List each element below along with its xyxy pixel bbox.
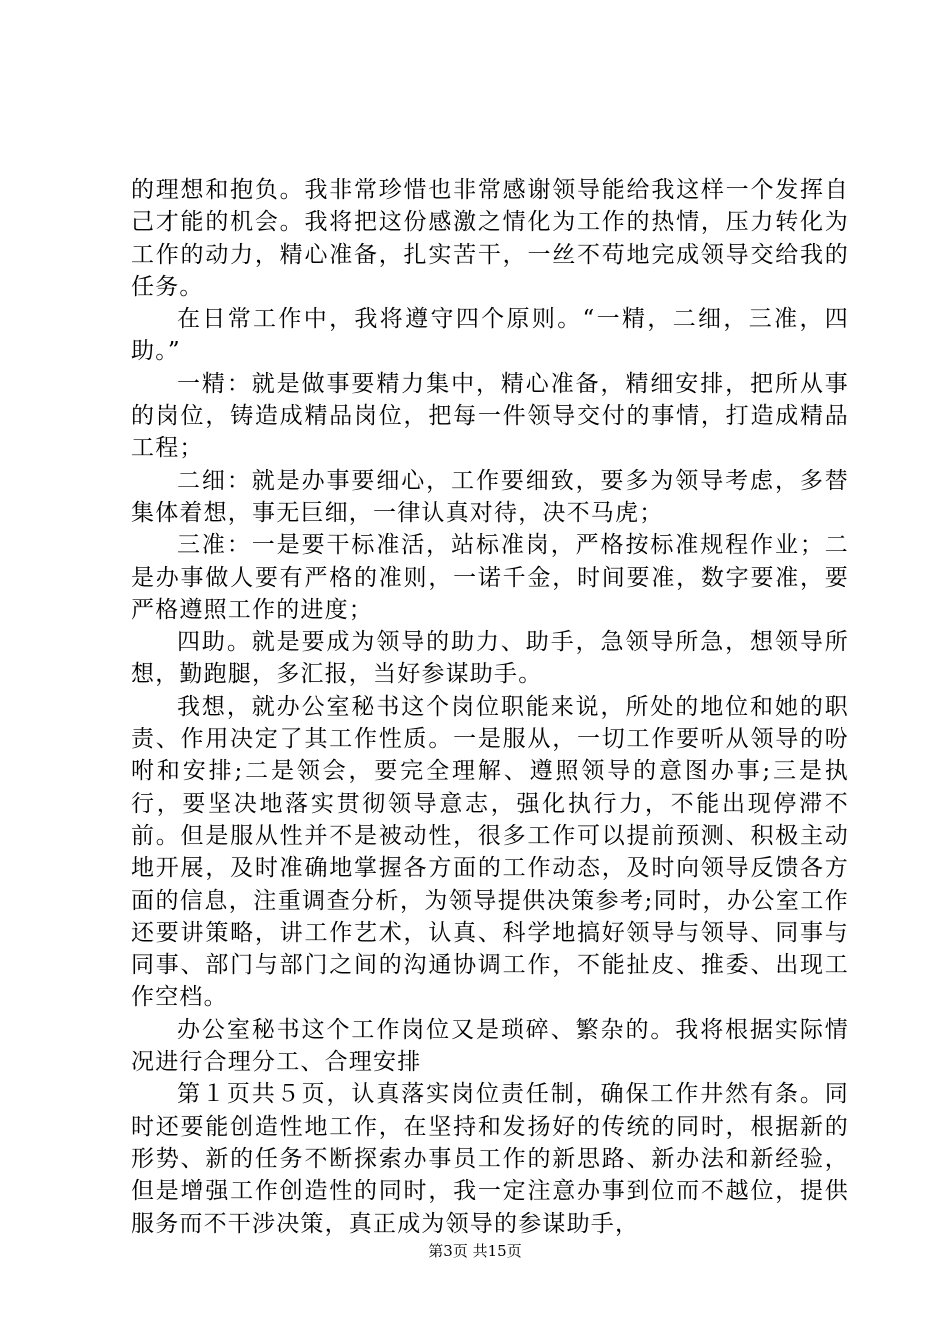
paragraph-continuation: 的理想和抱负。我非常珍惜也非常感谢领导能给我这样一个发挥自己才能的机会。我将把这份感激之情化为工作的热情，压力转化为工作的动力，精心准备，扎实苦干，一丝不苟地完成领导交给我的任务。 xyxy=(131,177,849,300)
paragraph-principle-jing: 一精：就是做事要精力集中，精心准备，精细安排，把所从事的岗位，铸造成精品岗位，把每一件领导交付的事情，打造成精品工程； xyxy=(131,370,849,462)
paragraph-work-arrangement: 办公室秘书这个工作岗位又是琐碎、繁杂的。我将根据实际情况进行合理分工、合理安排 xyxy=(131,1016,849,1076)
paragraph-principle-xi: 二细：就是办事要细心，工作要细致，要多为领导考虑，多替集体着想，事无巨细，一律认真对待，决不马虎； xyxy=(131,467,849,526)
document-body xyxy=(131,174,849,1240)
paragraph-principle-zhu: 四助。就是要成为领导的助力、助手，急领导所急，想领导所想，勤跑腿，多汇报，当好参谋助手。 xyxy=(131,629,849,688)
paragraph-principle-zhun: 三准：一是要干标准活，站标准岗，严格按标准规程作业；二是办事做人要有严格的准则，一诺千金，时间要准，数字要准，要严格遵照工作的进度； xyxy=(131,532,849,623)
paragraph-secretary-role: 我想，就办公室秘书这个岗位职能来说，所处的地位和她的职责、作用决定了其工作性质。一是服从，一切工作要听从领导的吩咐和安排;二是领会，要完全理解、遵照领导的意图办事;三是执行，要坚决地落实贯彻领导意志，强化执行力，不能出现停滞不前。但是服从性并不是被动性，很多工作可以提前预测、积极主动地开展，及时准确地掌握各方面的工作动态，及时向领导反馈各方面的信息，注重调查分析，为领导提供决策参考;同时，办公室工作还要讲策略，讲工作艺术，认真、科学地搞好领导与领导、同事与同事、部门与部门之间的沟通协调工作，不能扯皮、推委、出现工作空档。 xyxy=(131,693,849,1011)
page-footer: 第3页 共15页 xyxy=(428,1242,522,1260)
paragraph-creative-work: 第１页共５页，认真落实岗位责任制，确保工作井然有条。同时还要能创造性地工作，在坚持和发扬好的传统的同时，根据新的形势、新的任务不断探索办事员工作的新思路、新办法和新经验，但是增强工作创造性的同时，我一定注意办事到位而不越位，提供服务而不干涉决策，真正成为领导的参谋助手， xyxy=(131,1081,849,1237)
paragraph-four-principles: 在日常工作中，我将遵守四个原则。“一精，二细，三准，四助。” xyxy=(131,306,849,365)
